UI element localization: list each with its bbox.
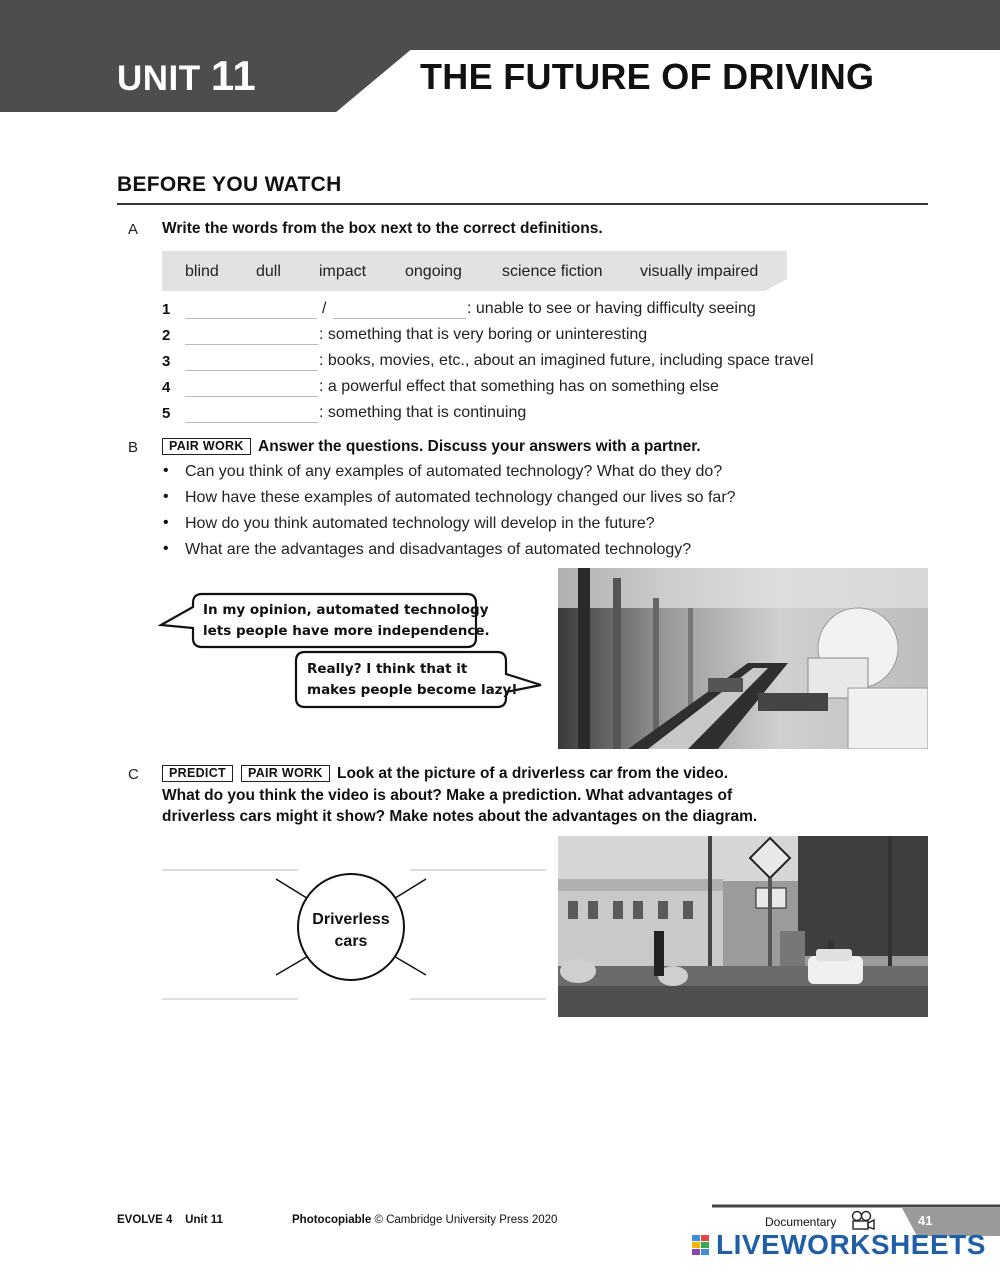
word-box-item: ongoing [405,263,462,280]
pair-work-tag: PAIR WORK [241,765,330,782]
diagram-spoke [392,879,426,900]
bullet-icon: • [163,540,169,557]
exercise-c-instruction-line: driverless cars might it show? Make notes about the advantages on the diagram. [162,808,758,825]
diagram-spoke [276,879,310,900]
page-number: 41 [918,1213,933,1228]
driverless-car-image [558,836,928,1017]
exercise-a-instruction: Write the words from the box next to the correct definitions. [162,220,603,237]
exercise-c-instruction-line: What do you think the video is about? Make a prediction. What advantages of [162,787,733,804]
exercise-c-letter: C [128,766,139,783]
diagram-label-line: cars [334,933,368,950]
bubble-line: makes people become lazy! [307,682,518,698]
answer-blank[interactable] [185,395,318,397]
item-number: 3 [162,353,171,370]
definition-text: : books, movies, etc., about an imagined future, including space travel [319,352,814,369]
definition-text: : something that is very boring or uninteresting [319,326,648,343]
exercise-a-letter: A [128,221,139,238]
unit-word: UNIT [117,59,201,98]
definition-text: : a powerful effect that something has on something else [319,378,719,395]
bullet-icon: • [163,514,169,531]
word-box-item: blind [185,263,219,280]
speech-bubble-1-text [203,600,490,642]
diagram-spoke [276,955,310,975]
factory-robot-image [558,568,928,749]
slash-separator: / [322,300,327,317]
liveworksheets-watermark: LIVEWORKSHEETS [716,1229,986,1260]
diagram-label-line: Driverless [312,911,390,928]
section-divider [117,203,928,205]
question-bullet: How do you think automated technology will develop in the future? [185,515,655,532]
definition-text: : unable to see or having difficulty seeing [467,300,756,317]
bubble-line: lets people have more independence. [203,623,490,639]
footer-section: Documentary [765,1215,837,1229]
footer-copyright [292,1214,557,1226]
item-number: 1 [162,301,171,318]
answer-blank[interactable] [185,343,318,345]
bullet-icon: • [163,462,169,479]
footer-book-name: EVOLVE 4 [117,1214,173,1226]
footer-unit: Unit 11 [185,1214,223,1226]
exercise-c-instruction-line: Look at the picture of a driverless car from the video. [337,765,729,782]
factory-robot-photo [558,568,928,749]
footer-book [117,1214,223,1226]
video-camera-icon [850,1210,876,1230]
item-number: 2 [162,327,171,344]
predict-tag: PREDICT [162,765,233,782]
answer-blank[interactable] [185,317,317,319]
unit-label [117,52,256,100]
item-number: 5 [162,405,171,422]
answer-blank[interactable] [185,369,318,371]
word-box-item: impact [319,263,367,280]
definition-text: : something that is continuing [319,404,527,421]
answer-blank[interactable] [333,317,466,319]
bubble-line: In my opinion, automated technology [203,602,489,618]
section-title: BEFORE YOU WATCH [117,173,342,196]
unit-number: 11 [210,52,257,99]
speech-bubble-2-text [307,659,518,701]
exercise-b-instruction: Answer the questions. Discuss your answers with a partner. [258,438,701,455]
page-title: THE FUTURE OF DRIVING [420,56,875,97]
word-box-item: visually impaired [640,263,759,280]
item-number: 4 [162,379,171,396]
question-bullet: What are the advantages and disadvantages of automated technology? [185,541,692,558]
diagram-spoke [392,955,426,975]
word-box-item: science fiction [502,263,603,280]
word-box-item: dull [256,263,281,280]
question-bullet: Can you think of any examples of automated technology? What do they do? [185,463,723,480]
driverless-car-photo [558,836,928,1017]
question-bullet: How have these examples of automated technology changed our lives so far? [185,489,736,506]
answer-blank[interactable] [185,421,318,423]
exercise-b-letter: B [128,439,139,456]
bullet-icon: • [163,488,169,505]
bubble-line: Really? I think that it [307,661,468,677]
footer-photocopiable: Photocopiable [292,1214,372,1226]
pair-work-tag: PAIR WORK [162,438,251,455]
diagram-center-label [298,909,404,953]
footer-copyright-text: © Cambridge University Press 2020 [374,1214,558,1226]
